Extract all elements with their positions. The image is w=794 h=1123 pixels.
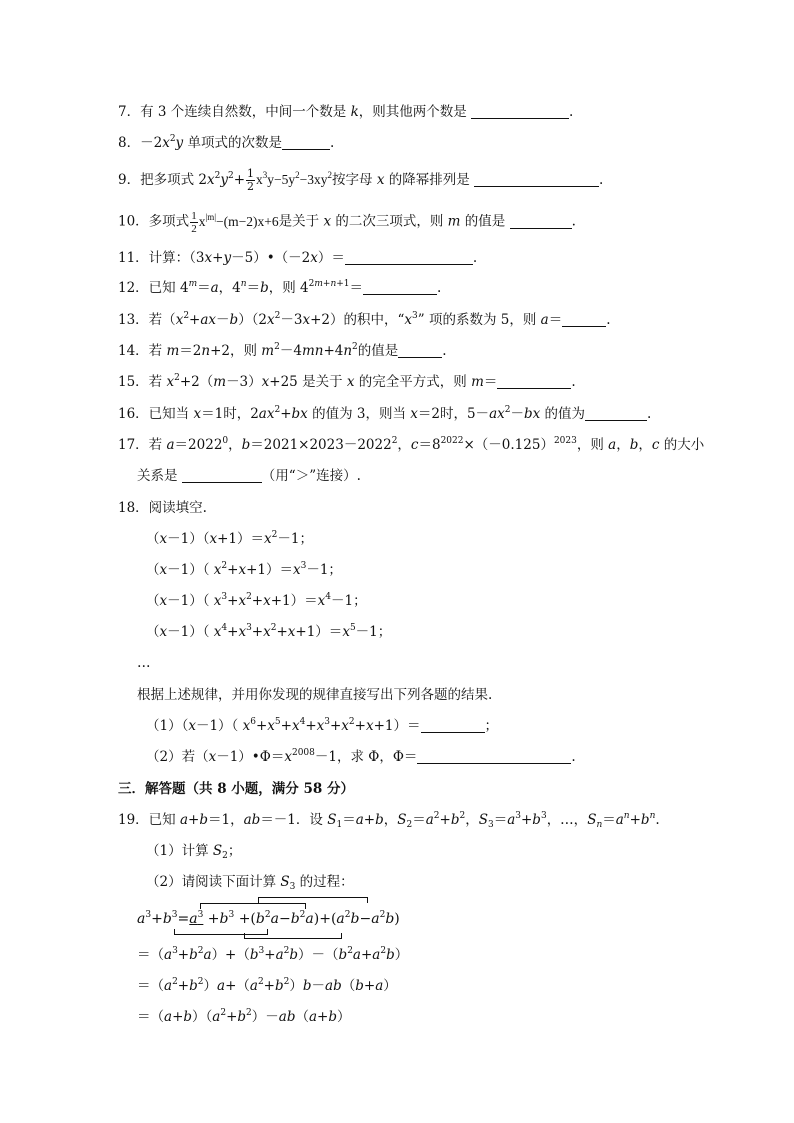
q10-text-2: 是关于 bbox=[278, 213, 324, 230]
q11-text-3: ）＝ bbox=[317, 250, 345, 266]
answer-blank[interactable] bbox=[282, 135, 330, 150]
q14-end: . bbox=[442, 343, 447, 359]
question-12: 12．已知 $4^m=a$，$4^n=b$，则 $4^{2m+n+1}=$ . bbox=[118, 279, 442, 296]
q7-end: . bbox=[569, 104, 574, 120]
question-11: 11．计算：（3x+y－5）•（－2x）＝ . bbox=[118, 250, 478, 266]
pattern-line-2: （x－1）（ $x^2+x+1)=x^3-1$； bbox=[146, 561, 342, 578]
bracket-under-2 bbox=[244, 933, 342, 939]
q12-end: . bbox=[437, 280, 442, 296]
q7-text: 7．有 3 个连续自然数，中间一个数是 bbox=[118, 104, 351, 120]
answer-blank[interactable] bbox=[363, 280, 437, 295]
q15-text-3: 的完全平方式，则 bbox=[354, 374, 472, 390]
section-3-heading bbox=[118, 780, 354, 798]
q9-polynomial: $2x^2y^2+$ $\frac{1}{2}$ $x^3y-5y^2-3xy^2$ bbox=[198, 167, 333, 193]
q9-text-3: 的降幂排列是 bbox=[384, 172, 475, 188]
question-9 bbox=[118, 168, 603, 193]
question-13: 13．若$(x^2+ax-b)(2x^2-3x+2)$的积中，“$x^3$” 项的系数为 5，则 a＝ . bbox=[118, 311, 611, 328]
derivation-line-3: $=(a^2+b^2)a+(a^2+b^2)b-ab(b+a)$ bbox=[137, 977, 397, 994]
q12-text-2: ，则 4 bbox=[268, 280, 309, 296]
q9-end: . bbox=[599, 172, 604, 188]
q10-var: x bbox=[323, 213, 332, 230]
q8-text-2: 单项式的次数是 bbox=[183, 135, 282, 151]
q9-text: 9．把多项式 bbox=[118, 172, 199, 188]
q15-end: . bbox=[571, 374, 576, 390]
q10-end: . bbox=[571, 213, 576, 230]
answer-blank[interactable] bbox=[345, 250, 473, 265]
q13-end: . bbox=[606, 312, 611, 328]
q12-text: 12．已知 4 bbox=[118, 280, 189, 296]
q13-text-2: ）（2 bbox=[238, 312, 268, 328]
q19-part-2: （2）请阅读下面计算 $S_3$ 的过程： bbox=[146, 874, 354, 892]
q13-text-4: ” 项的系数为 5，则 bbox=[417, 312, 541, 328]
q19-s2-text-2: 的过程： bbox=[295, 874, 354, 890]
q18-p1-text: （1）（ bbox=[146, 718, 189, 734]
ellipsis-text: … bbox=[137, 655, 151, 671]
q9-var: x bbox=[376, 172, 385, 188]
q11-text-2: ）•（－2 bbox=[253, 250, 311, 266]
derivation-line-2: $=(a^3+b^2a)+(b^3+a^2b)-(b^2a+a^2b)$ bbox=[137, 946, 409, 963]
question-18-title bbox=[118, 499, 207, 517]
answer-blank[interactable] bbox=[417, 749, 571, 764]
q13-text: 13．若（ bbox=[118, 312, 176, 328]
q17-text: 17．若 bbox=[118, 437, 167, 453]
q7-text-2: ，则其他两个数是 bbox=[358, 104, 472, 120]
answer-blank[interactable] bbox=[510, 214, 572, 229]
rule-text-content: 根据上述规律，并用你发现的规律直接写出下列各题的结果. bbox=[137, 687, 493, 703]
q19-s1-text: （1）计算 bbox=[146, 843, 213, 859]
answer-blank[interactable] bbox=[585, 406, 647, 421]
q19-part-1: （1）计算 $S_2$； bbox=[146, 843, 242, 861]
q7-var: k bbox=[350, 104, 359, 120]
ellipsis bbox=[137, 654, 151, 672]
pattern-line-1: $(x-1)(x+1)=x^2-1$； bbox=[146, 530, 313, 547]
question-7 bbox=[118, 103, 573, 121]
rule-text bbox=[137, 686, 492, 704]
q14-text: 14．若 bbox=[118, 343, 167, 359]
q17-text-2: 关系是 bbox=[137, 468, 182, 484]
q18-p2-text: （2）若（ bbox=[146, 749, 209, 765]
q18-title: 18．阅读填空. bbox=[118, 500, 207, 516]
q18-part-1: （1）（x－1）（ $x^6+x^5+x^4+x^3+x^2+x+1)=$ ； bbox=[146, 717, 498, 734]
q16-end: . bbox=[647, 406, 652, 422]
q10-text-4: 的值是 bbox=[460, 213, 510, 230]
q9-text-2: 按字母 bbox=[332, 172, 377, 188]
section-3-title: 三．解答题（共 8 小题，满分 58 分） bbox=[118, 781, 354, 797]
question-8: 8．$-2x^2y$ 单项式的次数是 . bbox=[118, 134, 335, 151]
question-17: 17．若 $a=2022^0$，$b=2021\times 2023-2022^2$，$c=8^{2022}\times(-0.125)^{2023}$，则 a，b，c 的大小 bbox=[118, 436, 705, 453]
derivation-line-4: $=(a+b)(a^2+b^2)-ab(a+b)$ bbox=[137, 1008, 351, 1025]
q15-text: 15．若 bbox=[118, 374, 167, 390]
q14-text-2: 的值是 bbox=[357, 343, 399, 359]
q8-expr: x bbox=[162, 135, 170, 151]
bracket-over bbox=[200, 903, 306, 909]
bracket-over-2 bbox=[258, 897, 368, 903]
answer-blank[interactable] bbox=[421, 718, 485, 733]
question-14: 14．若 m＝2n+2，则 $m^2-4mn+4n^2$的值是 . bbox=[118, 342, 447, 359]
q13-text-3: ）的积中，“ bbox=[330, 312, 405, 328]
q18-p2-text-2: ，求 Φ，Φ＝ bbox=[336, 749, 418, 765]
q17-text-3: （用“＞”连接）. bbox=[261, 468, 361, 484]
q15-text-2: 是关于 bbox=[297, 374, 347, 390]
answer-blank[interactable] bbox=[562, 312, 606, 327]
q10-text-3: 的二次三项式，则 bbox=[331, 213, 448, 230]
question-15: 15．若 $x^2+2(m-3)x+25$ 是关于 x 的完全平方式，则 m＝ . bbox=[118, 373, 576, 390]
question-16: 16．已知当 x＝1时，$2ax^2+bx$ 的值为 3，则当 x＝2时，$5-ax^2-bx$ 的值为 . bbox=[118, 405, 652, 422]
question-19: 19．已知 a+b＝1，ab＝－1．设 $S_1=a+b$，$S_2=a^2+b^2$，$S_3=a^3+b^3$，…，$S_n=a^n+b^n$. bbox=[118, 811, 660, 830]
q11-end: . bbox=[472, 250, 478, 266]
answer-blank[interactable] bbox=[182, 468, 262, 483]
q19-text: 19．已知 bbox=[118, 812, 180, 828]
q16-text: 16．已知当 bbox=[118, 406, 194, 422]
q10-text: 10．多项式 bbox=[118, 213, 190, 230]
q8-text: 8．－2 bbox=[118, 135, 163, 151]
q18-part-2: （2）若$(x-1)•\Phi=x^{2008}-1$，求 Φ，Φ＝ . bbox=[146, 748, 576, 765]
q19-s2-text: （2）请阅读下面计算 bbox=[146, 874, 281, 890]
q10-polynomial: $\frac{1}{2}$ $x^{|m|}-(m-2)x+6$ bbox=[191, 210, 279, 235]
q11-text: 11．计算：（3 bbox=[118, 250, 205, 266]
pattern-line-4: （x－1）（ $x^4+x^3+x^2+x+1)=x^5-1$； bbox=[146, 623, 392, 640]
pattern-line-3: （x－1）（ $x^3+x^2+x+1)=x^4-1$； bbox=[146, 592, 367, 609]
q10-var-2: m bbox=[447, 213, 461, 230]
answer-blank[interactable] bbox=[497, 374, 571, 389]
question-10 bbox=[118, 210, 576, 235]
answer-blank[interactable] bbox=[398, 343, 442, 358]
answer-blank[interactable] bbox=[474, 172, 599, 187]
derivation-line-1: $a^3+b^3=a^3 +b^3 +(b^2a-b^2a)+(a^2b-a^2b)$ bbox=[137, 910, 400, 927]
question-17-line-2 bbox=[137, 467, 361, 485]
q8-end: . bbox=[329, 135, 335, 151]
answer-blank[interactable] bbox=[471, 104, 569, 119]
